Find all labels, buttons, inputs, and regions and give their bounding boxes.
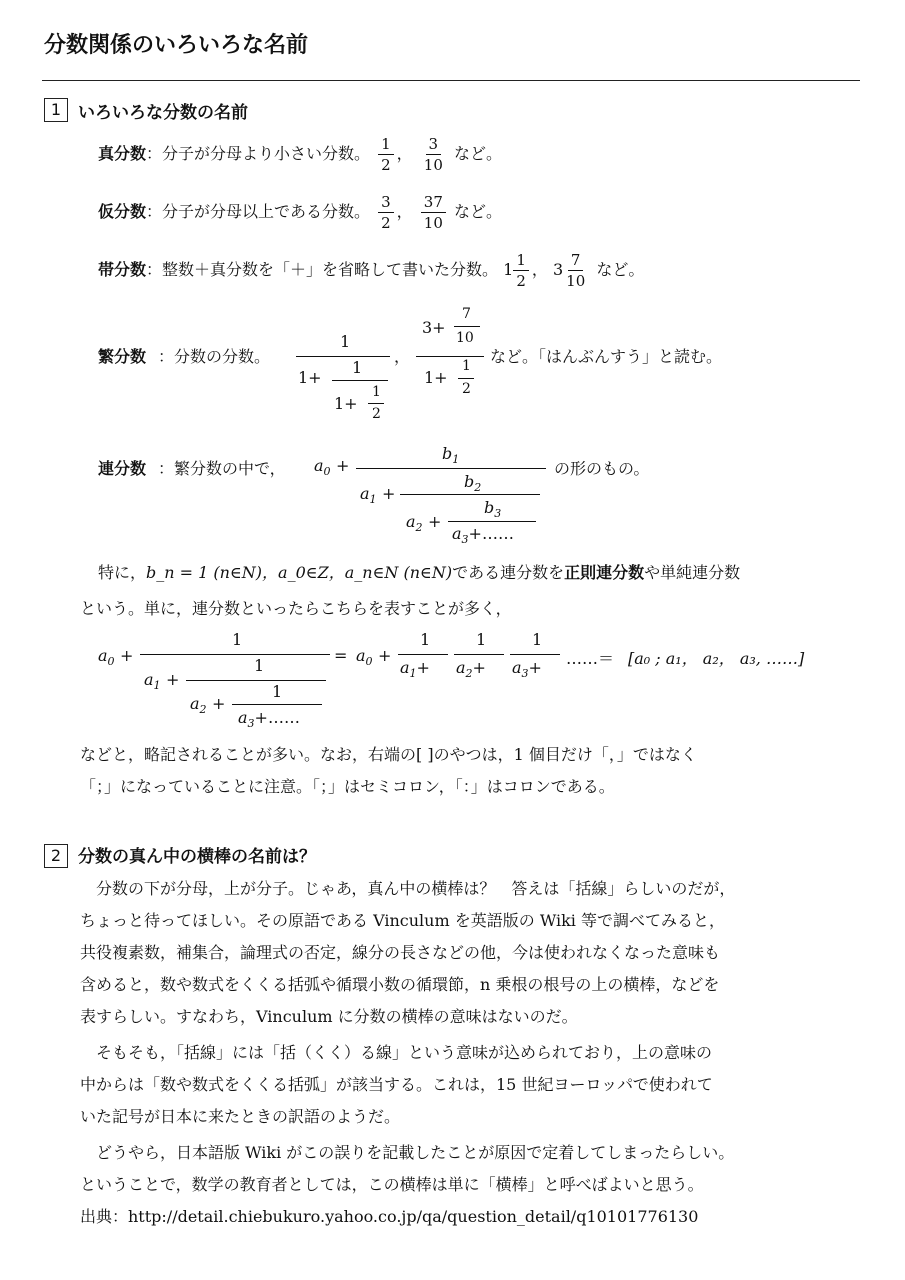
term-mixed: 帯分数 [98,260,147,279]
term-improper: 仮分数 [98,202,147,221]
term-proper: 真分数 [98,144,147,163]
title-divider [42,80,860,81]
suffix-mixed: など。 [596,260,645,279]
section2-line-3: 共役複素数，補集合，論理式の否定，線分の長さなどの他，今は使われなくなった意味も [80,943,721,962]
section2-line-8: いた記号が日本に来たときの訳語のようだ。 [80,1107,401,1126]
section2-number: 2 [44,844,68,868]
desc-improper: ：分子が分母以上である分数。 [146,202,371,221]
section2-line-6: そもそも，「括線」には「括（くく）る線」という意味が込められており，上の意味の [80,1043,713,1062]
regular-continued-fraction-term: 正則連分数 [564,563,645,582]
suffix-continued: の形のもの。 [554,459,650,478]
page-title: 分数関係のいろいろな名前 [44,33,309,58]
section1-heading: いろいろな分数の名前 [78,103,248,123]
condition-math: b_n = 1 (n∈N)，a_0∈Z，a_n∈N (n∈N) [146,563,453,582]
desc-continued: ：繁分数の中で， [158,459,286,478]
suffix-improper: など。 [453,202,502,221]
section2-line-2: ちょっと待ってほしい。その原語である Vinculum を英語版の Wiki 等で調べてみると， [80,911,725,930]
para1-line2: という。単に，連分数といったらこちらを表すことが多く， [80,599,512,618]
improper-fraction-row: 仮分数：分子が分母以上である分数。 $\frac{3}{2}$ ， $\frac{37}{10}$ など。 [98,193,502,232]
example-fraction: $\frac{37}{10}$ [421,192,446,233]
desc-complex: ：分数の分数。 [158,347,271,366]
para2-line1: などと，略記されることが多い。なお，右端の[ ]のやつは，1 個目だけ「，」ではなく [80,745,697,764]
section2-line-7: 中からは「数や数式をくくる括弧」が該当する。これは，15 世紀ヨーロッパで使われて [80,1075,713,1094]
example-fraction: $\frac{3}{10}$ [423,135,443,174]
desc-mixed: ：整数＋真分数を「＋」を省略して書いた分数。 [146,260,499,279]
example-fraction: $\frac{1}{2}$ [378,134,394,175]
section2-line-9: どうやら，日本語版 Wiki がこの誤りを記載したことが原因で定着してしまったらしい。 [80,1143,735,1162]
para1-line1: 特に，b_n = 1 (n∈N)，a_0∈Z，a_n∈N (n∈N)である連分数を正則連分数や単純連分数 [98,563,741,582]
section2-line-4: 含めると，数や数式をくくる括弧や循環小数の循環節，n 乗根の根号の上の横棒，などを [80,975,720,994]
suffix-proper: など。 [453,144,502,163]
source-citation: 出典：http://detail.chiebukuro.yahoo.co.jp/qa/question_detail/q10101776130 [80,1207,699,1226]
term-complex: 繁分数 [98,347,147,366]
term-continued: 連分数 [98,459,147,478]
example-fraction: $\frac{3}{2}$ [378,192,394,233]
section2-heading: 分数の真ん中の横棒の名前は？ [78,847,316,867]
section2-line-5: 表すらしい。すなわち，Vinculum に分数の横棒の意味はないのだ。 [80,1007,578,1026]
bracket-notation: [a₀ ; a₁， a₂， a₃, ……] [628,649,805,668]
section2-line-10: ということで，数学の教育者としては，この横棒は単に「横棒」と呼べばよいと思う。 [80,1175,704,1194]
section1-number: 1 [44,98,68,122]
section2-line-1: 分数の下が分母，上が分子。じゃあ，真ん中の横棒は？ 答えは「括線」らしいのだが， [80,879,736,898]
example-mixed: $\frac{1}{2}$ [513,250,529,291]
desc-proper: ：分子が分母より小さい分数。 [146,144,371,163]
proper-fraction-row: 真分数：分子が分母より小さい分数。 $\frac{1}{2}$ ， $\frac{3}{10}$ など。 [98,135,502,174]
mixed-number-row: 帯分数：整数＋真分数を「＋」を省略して書いた分数。 1 $\frac{1}{2}$ ， 3 $\frac{7}{10}$ など。 [98,251,645,290]
suffix-complex: など。「はんぶんすう」と読む。 [490,347,723,366]
example-mixed: $\frac{7}{10}$ [566,251,586,290]
para2-line2: 「；」になっていることに注意。「；」はセミコロン，「：」はコロンである。 [80,777,615,796]
